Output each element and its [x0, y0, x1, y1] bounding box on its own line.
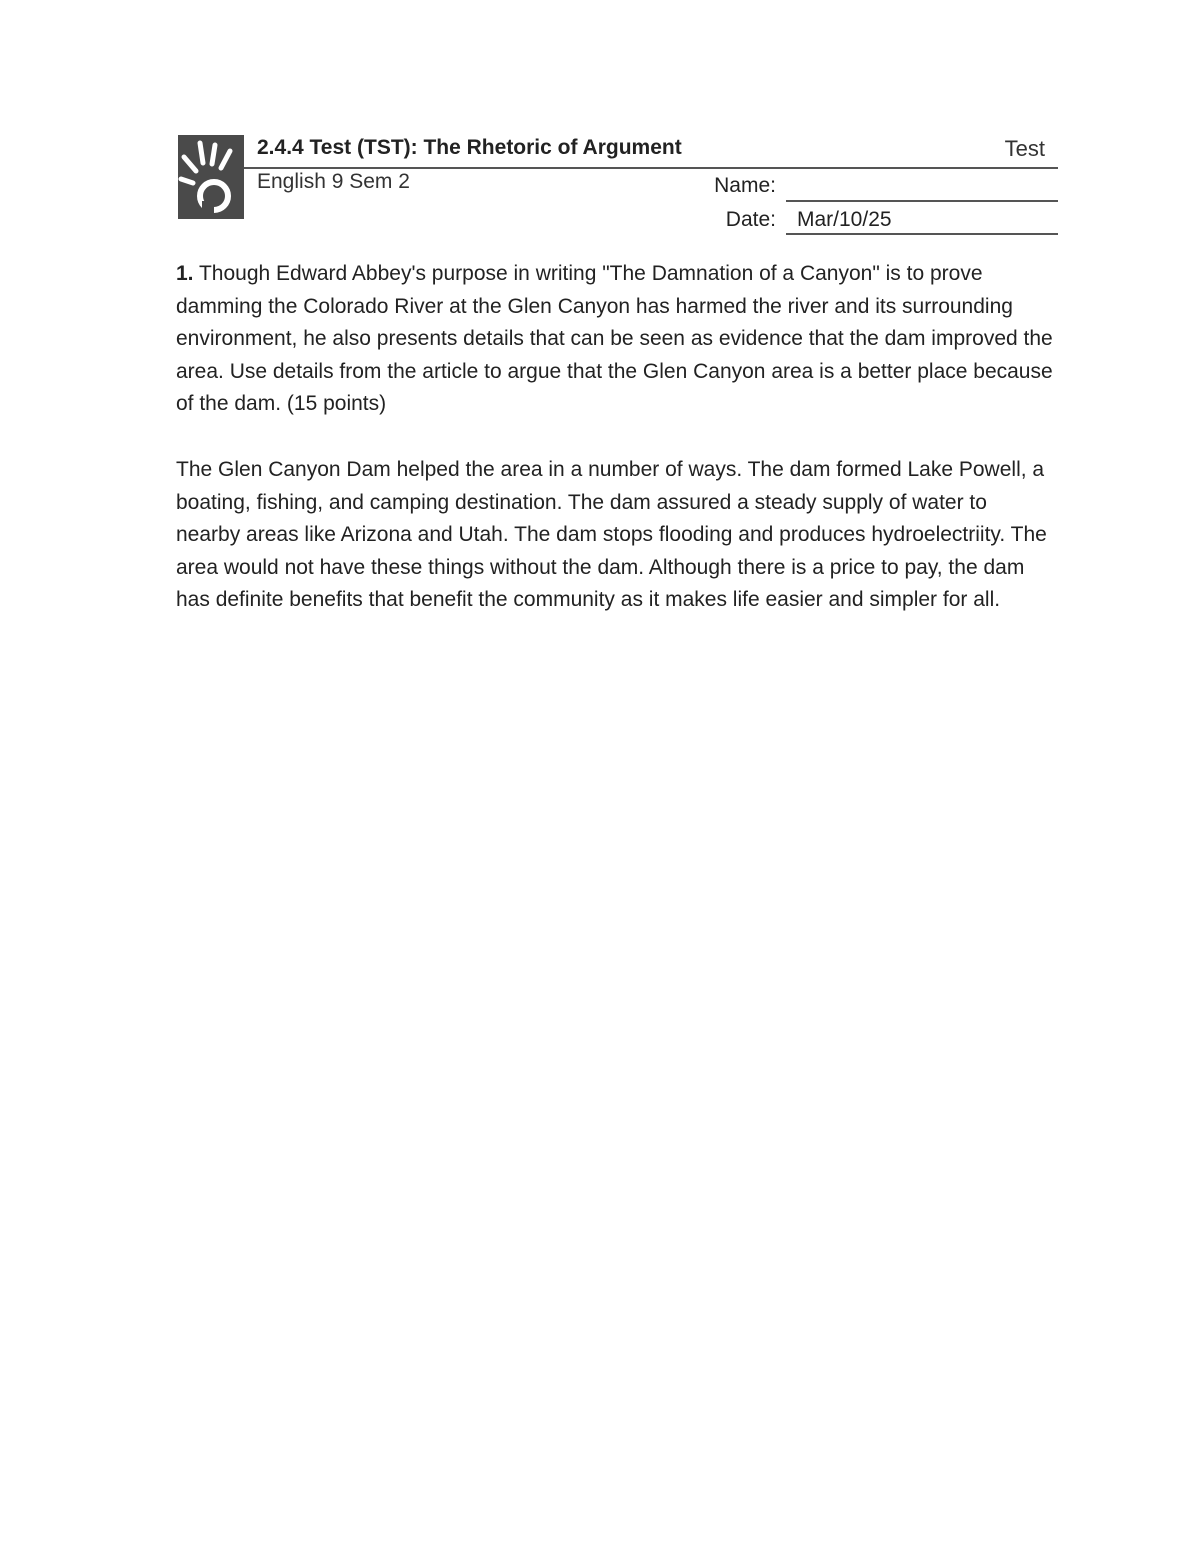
header-divider [244, 167, 1058, 169]
date-value: Mar/10/25 [797, 208, 892, 231]
name-field-line [786, 200, 1058, 202]
date-field-line [786, 233, 1058, 235]
question-number: 1. [176, 262, 194, 285]
question-text: Though Edward Abbey's purpose in writing "The Damnation of a Canyon" is to prove damming the Colorado River at the Glen Canyon has harmed the river and its surrounding environment, he also presents details that can be seen as evidence that the dam improved the area. Use details from the article to argue that the Glen Canyon area is a better place because of the dam. (15 points) [176, 262, 1053, 416]
answer-response: The Glen Canyon Dam helped the area in a number of ways. The dam formed Lake Powell, a boating, fishing, and camping destination. The dam assured a steady supply of water to nearby areas like Arizona and Utah. The dam stops flooding and produces hydroelectriity. The area would not have these things without the dam. Although there is a price to pay, the dam has definite benefits that benefit the community as it makes life easier and simpler for all. [176, 458, 1047, 612]
course-name: English 9 Sem 2 [257, 170, 410, 193]
school-logo-icon [178, 135, 244, 219]
document-type-label: Test [1004, 136, 1045, 161]
question-prompt [176, 258, 1056, 421]
page-title: 2.4.4 Test (TST): The Rhetoric of Argument [257, 136, 682, 159]
date-label: Date: [725, 208, 776, 231]
name-label: Name: [714, 174, 776, 197]
